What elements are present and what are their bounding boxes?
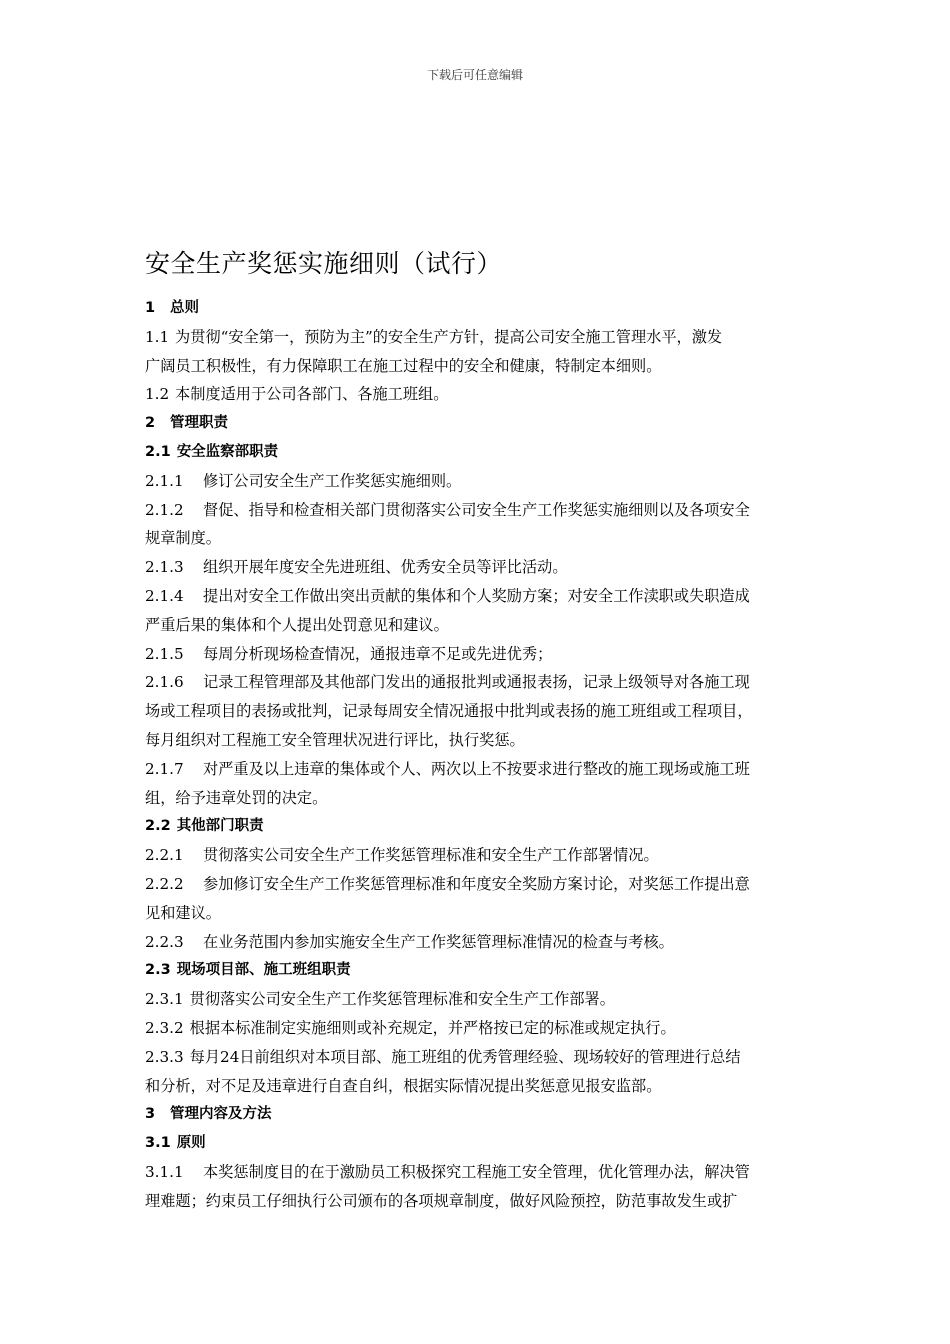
clause-paragraph <box>145 1014 825 1043</box>
clause-number: 2.3.3 <box>145 1047 184 1066</box>
subsection-label: 原则 <box>176 1135 206 1152</box>
section-number: 2 <box>145 415 156 432</box>
subsection-number: 3.1 <box>145 1135 171 1152</box>
subsection-heading <box>145 956 825 985</box>
clause-continuation: 见和建议。 <box>145 903 221 922</box>
clause-continuation: 广阔员工积极性，有力保障职工在施工过程中的安全和健康，特制定本细则。 <box>145 356 662 375</box>
clause-text: 每周分析现场检查情况，通报违章不足或先进优秀； <box>203 644 553 663</box>
section-label: 总则 <box>170 300 199 316</box>
document-title: 安全生产奖惩实施细则（试行） <box>145 249 503 278</box>
clause-text: 对严重及以上违章的集体或个人、两次以上不按要求进行整改的施工现场或施工班 <box>203 759 750 778</box>
clause-continuation: 每月组织对工程施工安全管理状况进行评比，执行奖惩。 <box>145 730 525 749</box>
clause-number: 2.2.2 <box>145 874 184 893</box>
section-heading <box>145 294 825 323</box>
clause-number: 2.3.2 <box>145 1018 184 1037</box>
clause-paragraph <box>145 668 825 697</box>
subsection-label: 安全监察部职责 <box>176 443 279 460</box>
section-label: 管理职责 <box>170 415 228 432</box>
subsection-heading <box>145 1129 825 1158</box>
clause-paragraph <box>145 496 825 525</box>
clause-text: 根据本标准制定实施细则或补充规定，并严格按已定的标准或规定执行。 <box>189 1018 676 1037</box>
clause-text: 提出对安全工作做出突出贡献的集体和个人奖励方案；对安全工作渎职或失职造成 <box>203 586 750 605</box>
section-number: 1 <box>145 300 156 316</box>
clause-text: 每月24日前组织对本项目部、施工班组的优秀管理经验、现场较好的管理进行总结 <box>189 1047 741 1066</box>
clause-continuation: 规章制度。 <box>145 529 221 548</box>
document-body <box>145 294 825 1216</box>
clause-continuation: 严重后果的集体和个人提出处罚意见和建议。 <box>145 615 449 634</box>
clause-number: 2.1.5 <box>145 644 184 663</box>
clause-number: 2.3.1 <box>145 990 184 1009</box>
clause-text: 在业务范围内参加实施安全生产工作奖惩管理标准情况的检查与考核。 <box>203 932 674 951</box>
clause-paragraph <box>145 582 825 611</box>
clause-text: 贯彻落实公司安全生产工作奖惩管理标准和安全生产工作部署情况。 <box>203 846 659 865</box>
clause-number: 2.2.1 <box>145 846 184 865</box>
clause-text: 为贯彻“安全第一，预防为主”的安全生产方针，提高公司安全施工管理水平，激发 <box>175 327 723 346</box>
clause-text: 本制度适用于公司各部门、各施工班组。 <box>175 385 449 404</box>
clause-number: 2.1.1 <box>145 471 184 490</box>
header-note: 下载后可任意编辑 <box>426 68 523 82</box>
section-heading <box>145 1100 825 1129</box>
section-number: 3 <box>145 1106 156 1123</box>
subsection-heading <box>145 438 825 467</box>
clause-text: 贯彻落实公司安全生产工作奖惩管理标准和安全生产工作部署。 <box>189 990 615 1009</box>
clause-paragraph <box>145 467 825 496</box>
clause-text: 本奖惩制度目的在于激励员工积极探究工程施工安全管理，优化管理办法，解决管 <box>203 1162 750 1181</box>
clause-text: 组织开展年度安全先进班组、优秀安全员等评比活动。 <box>203 558 568 577</box>
clause-text: 督促、指导和检查相关部门贯彻落实公司安全生产工作奖惩实施细则以及各项安全 <box>203 500 750 519</box>
clause-paragraph <box>145 323 825 352</box>
clause-number: 2.1.2 <box>145 500 184 519</box>
clause-text: 参加修订安全生产工作奖惩管理标准和年度安全奖励方案讨论，对奖惩工作提出意 <box>203 874 750 893</box>
clause-number: 2.1.7 <box>145 759 184 778</box>
clause-number: 2.1.6 <box>145 673 184 692</box>
clause-number: 2.1.4 <box>145 586 184 605</box>
clause-number: 1.1 <box>145 327 170 346</box>
subsection-label: 其他部门职责 <box>176 818 264 835</box>
clause-paragraph <box>145 841 825 870</box>
section-label: 管理内容及方法 <box>170 1106 272 1123</box>
clause-paragraph <box>145 1158 825 1187</box>
clause-text: 修订公司安全生产工作奖惩实施细则。 <box>203 471 462 490</box>
clause-number: 2.1.3 <box>145 558 184 577</box>
clause-continuation: 场或工程项目的表扬或批判，记录每周安全情况通报中批判或表扬的施工班组或工程项目， <box>145 702 753 721</box>
clause-paragraph <box>145 380 825 409</box>
clause-number: 2.2.3 <box>145 932 184 951</box>
clause-continuation: 理难题；约束员工仔细执行公司颁布的各项规章制度，做好风险预控，防范事故发生或扩 <box>145 1191 738 1210</box>
clause-continuation: 和分析，对不足及违章进行自查自纠，根据实际情况提出奖惩意见报安监部。 <box>145 1076 662 1095</box>
subsection-number: 2.2 <box>145 818 171 835</box>
clause-paragraph <box>145 1043 825 1072</box>
section-heading <box>145 409 825 438</box>
clause-text: 记录工程管理部及其他部门发出的通报批判或通报表扬，记录上级领导对各施工现 <box>203 673 750 692</box>
subsection-number: 2.1 <box>145 443 171 460</box>
clause-paragraph <box>145 553 825 582</box>
clause-paragraph <box>145 928 825 957</box>
clause-paragraph <box>145 985 825 1014</box>
clause-continuation: 组，给予违章处罚的决定。 <box>145 788 328 807</box>
clause-number: 3.1.1 <box>145 1162 184 1181</box>
clause-paragraph <box>145 870 825 899</box>
clause-paragraph <box>145 640 825 669</box>
subsection-number: 2.3 <box>145 962 171 979</box>
clause-number: 1.2 <box>145 385 170 404</box>
clause-paragraph <box>145 755 825 784</box>
subsection-label: 现场项目部、施工班组职责 <box>176 962 351 979</box>
subsection-heading <box>145 812 825 841</box>
